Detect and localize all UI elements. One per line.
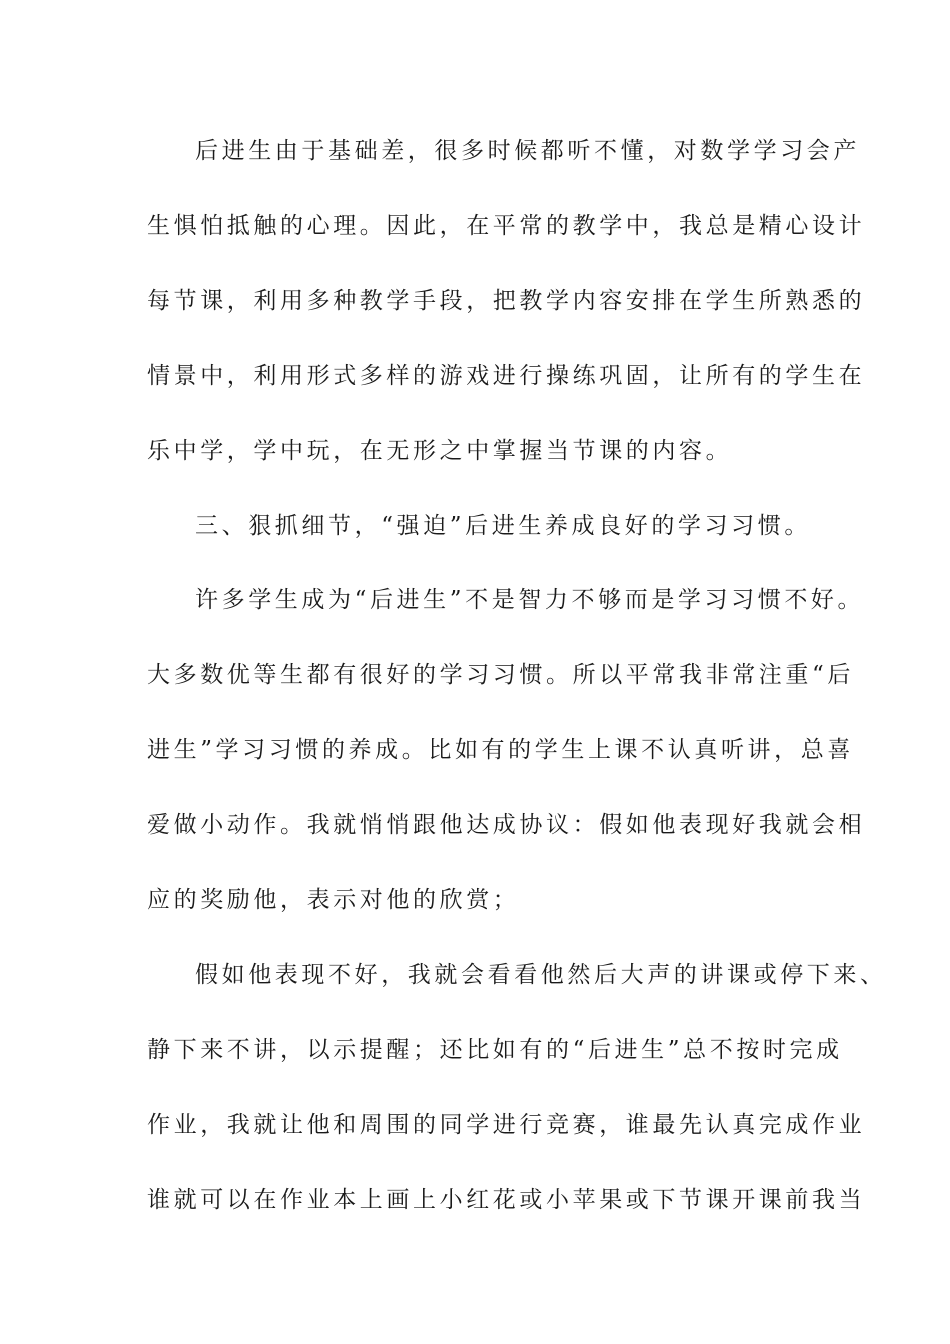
- paragraph-line: 谁就可以在作业本上画上小红花或小苹果或下节课开课前我当: [147, 1187, 866, 1213]
- paragraph-line: 进生”学习习惯的养成。比如有的学生上课不认真听讲，总喜: [147, 737, 854, 763]
- paragraph-line: 假如他表现不好，我就会看看他然后大声的讲课或停下来、: [195, 962, 887, 988]
- paragraph-line: 情景中，利用形式多样的游戏进行操练巩固，让所有的学生在: [147, 363, 866, 389]
- paragraph-line: 作业，我就让他和周围的同学进行竞赛，谁最先认真完成作业: [147, 1112, 866, 1138]
- paragraph-line: 乐中学，学中玩，在无形之中掌握当节课的内容。: [147, 438, 733, 464]
- paragraph-line: 生惧怕抵触的心理。因此，在平常的教学中，我总是精心设计: [147, 213, 866, 239]
- section-heading: 三、狠抓细节，“强迫”后进生养成良好的学习习惯。: [195, 513, 811, 539]
- paragraph-line: 应的奖励他，表示对他的欣赏；: [147, 887, 520, 913]
- paragraph-line: 大多数优等生都有很好的学习习惯。所以平常我非常注重“后: [147, 662, 854, 688]
- paragraph-line: 后进生由于基础差，很多时候都听不懂，对数学学习会产: [195, 138, 860, 164]
- paragraph-line: 静下来不讲，以示提醒；还比如有的“后进生”总不按时完成: [147, 1037, 843, 1063]
- paragraph-line: 许多学生成为“后进生”不是智力不够而是学习习惯不好。: [195, 587, 865, 613]
- paragraph-line: 爱做小动作。我就悄悄跟他达成协议：假如他表现好我就会相: [147, 812, 866, 838]
- paragraph-line: 每节课，利用多种教学手段，把教学内容安排在学生所熟悉的: [147, 288, 866, 314]
